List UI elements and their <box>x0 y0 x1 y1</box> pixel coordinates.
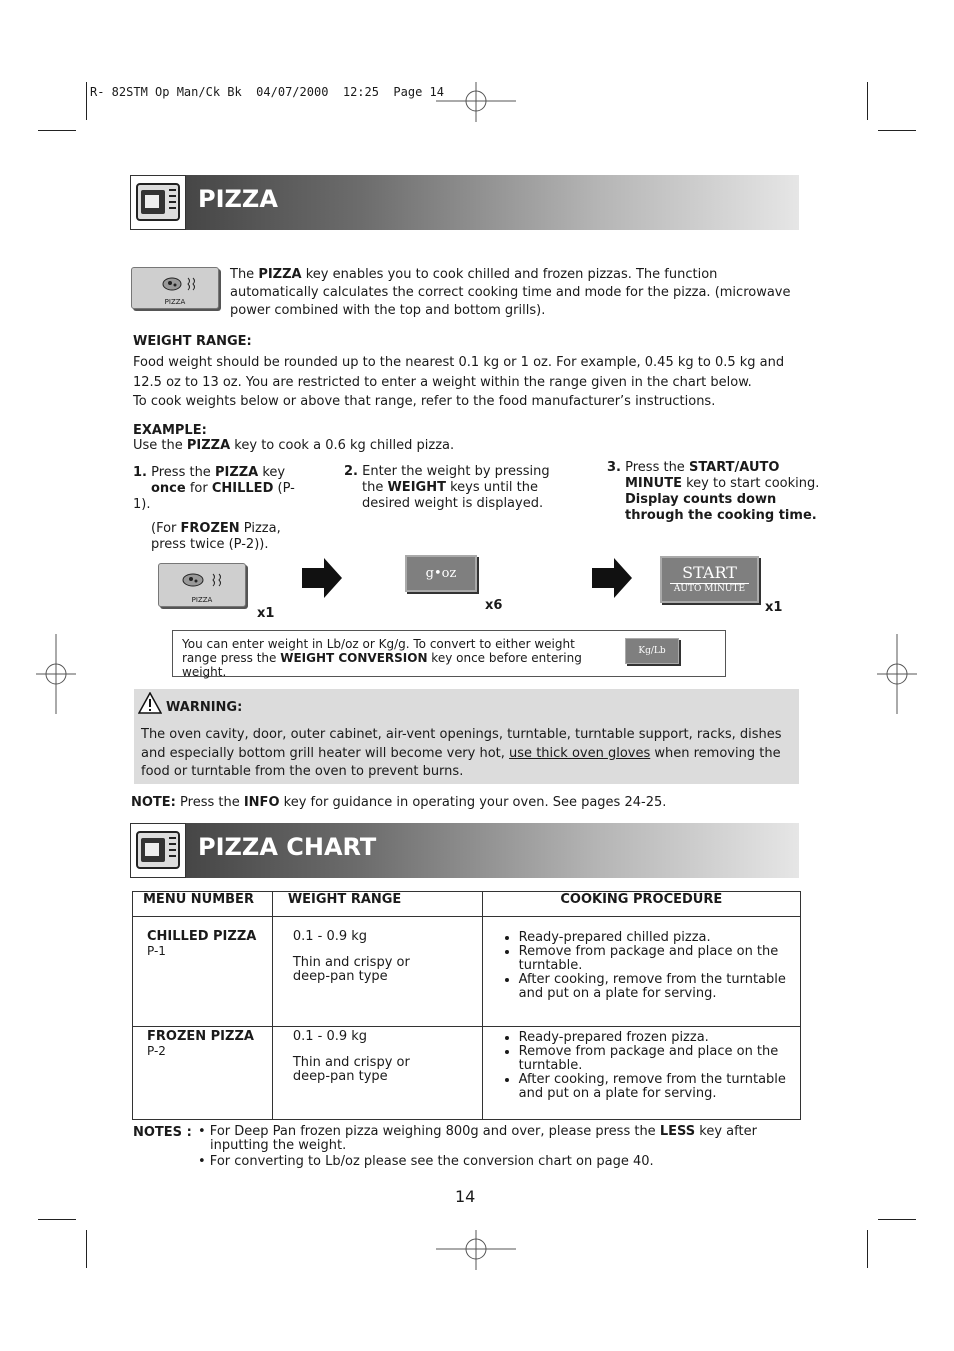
weight-range: 0.1 - 0.9 kg <box>292 1029 368 1044</box>
step-2: 2. Enter the weight by pressing the WEIGHT keys until the desired weight is displayed. <box>344 464 550 511</box>
crop-mark <box>86 1230 87 1268</box>
microwave-icon <box>130 175 186 230</box>
warning-text: The oven cavity, door, outer cabinet, air-vent openings, turntable, turntable support, racks, dishes and especially bottom grill heater will become very hot, use thick oven gloves when removing the food or turntable from the oven to prevent burns. <box>141 727 782 779</box>
key-label: PIZZA <box>191 596 213 604</box>
notes-label: NOTES : <box>133 1125 192 1140</box>
column-header: WEIGHT RANGE <box>272 892 482 917</box>
registration-mark <box>436 1230 516 1270</box>
press-count: x1 <box>765 600 783 615</box>
section-banner-pizza-chart <box>130 823 799 878</box>
pizza-icon <box>160 274 200 294</box>
weight-conversion-key-illustration: Kg/Lb <box>625 638 679 664</box>
column-header: MENU NUMBER <box>133 892 273 917</box>
pizza-type: Thin and crispy or deep-pan type <box>292 1055 410 1084</box>
press-count: x6 <box>485 598 503 613</box>
list-item: • Remove from package and place on the turntable. <box>519 945 790 973</box>
auto-minute-label: AUTO MINUTE <box>670 583 749 594</box>
table-row <box>133 1027 801 1120</box>
list-item: • Remove from package and place on the turntable. <box>519 1045 790 1073</box>
crop-mark <box>867 82 868 120</box>
note: NOTE: Press the INFO key for guidance in operating your oven. See pages 24-25. <box>131 795 667 810</box>
registration-mark <box>877 634 917 714</box>
print-slug: R- 82STM Op Man/Ck Bk 04/07/2000 12:25 Page 14 <box>90 85 445 99</box>
conversion-box <box>172 630 726 677</box>
section-title: PIZZA <box>198 185 278 213</box>
pizza-key-illustration <box>131 267 219 309</box>
warning-heading: WARNING: <box>166 700 243 715</box>
menu-code: P-1 <box>147 944 166 958</box>
press-count: x1 <box>257 606 275 621</box>
table-row <box>133 917 801 1027</box>
pizza-key-illustration <box>158 563 246 607</box>
list-item: • Ready-prepared frozen pizza. <box>519 1031 790 1045</box>
crop-mark <box>867 1230 868 1268</box>
crop-mark <box>878 130 916 131</box>
registration-mark <box>436 82 516 122</box>
registration-mark <box>36 634 76 714</box>
weight-range: 0.1 - 0.9 kg <box>292 929 368 944</box>
list-item: • For Deep Pan frozen pizza weighing 800g and over, please press the LESS key after inputting the weight. <box>198 1124 757 1153</box>
weight-key-illustration: g•oz <box>405 555 477 592</box>
table-header-row <box>133 892 801 917</box>
example-heading: EXAMPLE: <box>133 423 207 438</box>
section-banner-pizza <box>130 175 799 230</box>
microwave-icon <box>130 823 186 878</box>
intro-text: The PIZZA key enables you to cook chilled and frozen pizzas. The function automatically calculates the correct cooking time and mode for the pizza. (microwave power combined with the top and bottom grills). <box>230 267 791 318</box>
start-label: START <box>682 563 737 582</box>
crop-mark <box>38 1219 76 1220</box>
pizza-icon <box>179 570 227 590</box>
arrow-right-icon <box>302 558 342 598</box>
crop-mark <box>878 1219 916 1220</box>
list-item: • For converting to Lb/oz please see the conversion chart on page 40. <box>198 1154 654 1169</box>
crop-mark <box>86 82 87 120</box>
list-item: • After cooking, remove from the turntable and put on a plate for serving. <box>519 1073 790 1101</box>
pizza-type: Thin and crispy or deep-pan type <box>292 955 410 984</box>
weight-range-text: Food weight should be rounded up to the nearest 0.1 kg or 1 oz. For example, 0.45 kg to 0.5 kg and 12.5 oz to 13 oz. You are restricted to enter a weight within the range given in the chart below. To cook weights below or above that range, refer to the food manufacturer’s instructions. <box>133 355 785 409</box>
procedure-list <box>499 1031 790 1101</box>
pizza-chart-table <box>132 891 801 1120</box>
start-key-illustration <box>660 556 759 603</box>
menu-name: CHILLED PIZZA <box>147 929 257 944</box>
notes-list <box>198 1125 758 1169</box>
arrow-right-icon <box>592 558 632 598</box>
step-3: 3. Press the START/AUTO MINUTE key to start cooking. Display counts down through the cooking time. <box>607 460 820 523</box>
step-1: 1. Press the PIZZA key once for CHILLED (P-1). (For FROZEN Pizza, press twice (P-2)). <box>133 465 295 552</box>
menu-name: FROZEN PIZZA <box>147 1029 254 1044</box>
section-title: PIZZA CHART <box>198 833 377 861</box>
crop-mark <box>38 130 76 131</box>
warning-box <box>134 689 799 784</box>
example-text: Use the PIZZA key to cook a 0.6 kg chilled pizza. <box>133 438 455 453</box>
list-item: • After cooking, remove from the turntable and put on a plate for serving. <box>519 973 790 1001</box>
page-number: 14 <box>455 1187 476 1206</box>
column-header: COOKING PROCEDURE <box>482 892 800 917</box>
conversion-text: You can enter weight in Lb/oz or Kg/g. To convert to either weight range press the WEIGHT CONVERSION key once before entering weight. <box>182 637 582 679</box>
list-item: • Ready-prepared chilled pizza. <box>519 931 790 945</box>
menu-code: P-2 <box>147 1044 166 1058</box>
weight-range-heading: WEIGHT RANGE: <box>133 334 252 349</box>
warning-triangle-icon <box>138 692 162 714</box>
key-label: PIZZA <box>164 298 186 306</box>
procedure-list <box>499 931 790 1001</box>
